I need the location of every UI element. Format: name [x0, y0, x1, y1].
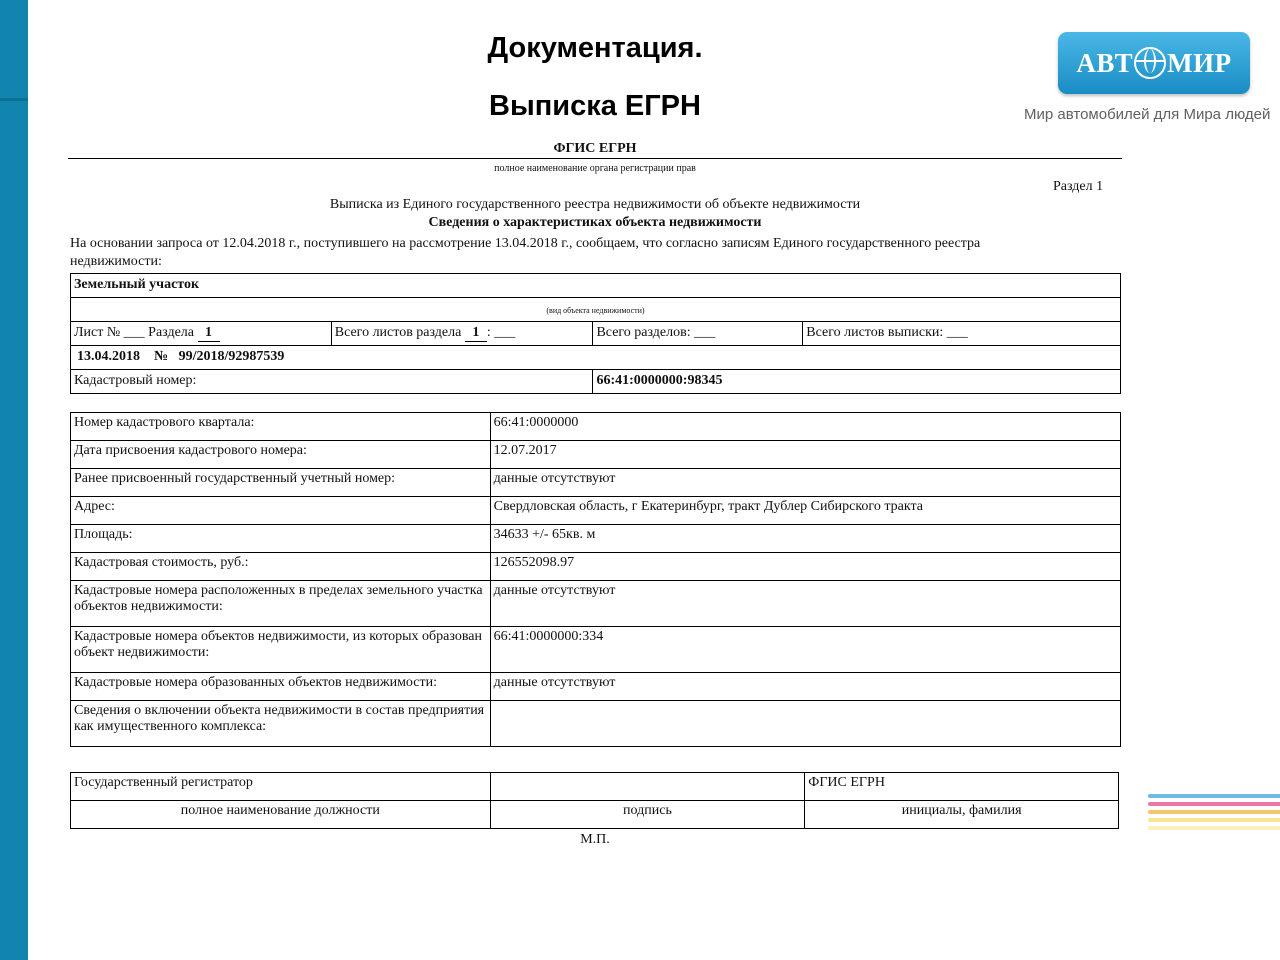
table-row — [71, 553, 1121, 581]
left-accent-bar — [0, 0, 28, 960]
row-label: Ранее присвоенный государственный учетный номер: — [71, 469, 491, 497]
row-value: данные отсутствуют — [490, 673, 1120, 701]
signature-caption: подпись — [490, 801, 805, 829]
row-value: 34633 +/- 65кв. м — [490, 525, 1120, 553]
decorative-stripes — [1148, 794, 1280, 856]
registrar-position: Государственный регистратор — [71, 773, 491, 801]
signature-table — [70, 772, 1119, 829]
row-label: Кадастровые номера образованных объектов недвижимости: — [71, 673, 491, 701]
table-row — [71, 413, 1121, 441]
logo-tagline: Мир автомобилей для Мира людей — [1024, 106, 1271, 123]
row-value: 66:41:0000000 — [490, 413, 1120, 441]
globe-icon — [1134, 47, 1166, 79]
row-label: Дата присвоения кадастрового номера: — [71, 441, 491, 469]
total-sheets-extract-cell: Всего листов выписки: ___ — [803, 322, 1121, 346]
total-sections-cell: Всего разделов: ___ — [593, 322, 803, 346]
table-row — [71, 525, 1121, 553]
basis-text-line2: недвижимости: — [70, 254, 162, 269]
slide-title: Документация. — [487, 32, 703, 64]
row-label: Кадастровая стоимость, руб.: — [71, 553, 491, 581]
basis-text-line1: На основании запроса от 12.04.2018 г., поступившего на рассмотрение 13.04.2018 г., сообщаем, что согласно записям Единого государственного реестра — [70, 236, 981, 251]
table-row — [71, 627, 1121, 673]
total-sheets-section-cell: Всего листов раздела 1 : ___ — [331, 322, 593, 346]
object-type: Земельный участок — [71, 274, 1121, 298]
object-type-caption: (вид объекта недвижимости) — [71, 298, 1121, 322]
section-label: Раздел 1 — [1053, 179, 1104, 194]
stamp-place: М.П. — [580, 832, 610, 847]
characteristics-table — [70, 412, 1121, 747]
name-caption: инициалы, фамилия — [805, 801, 1119, 829]
cadastral-number-value: 66:41:0000000:98345 — [593, 370, 1121, 394]
table-row — [71, 497, 1121, 525]
table-row — [71, 701, 1121, 747]
row-label: Адрес: — [71, 497, 491, 525]
row-label: Номер кадастрового квартала: — [71, 413, 491, 441]
position-caption: полное наименование должности — [71, 801, 491, 829]
object-header-table — [70, 273, 1121, 394]
extract-heading: Выписка из Единого государственного реестра недвижимости об объекте недвижимости — [329, 197, 861, 212]
table-row — [71, 441, 1121, 469]
row-value: Свердловская область, г Екатеринбург, тракт Дублер Сибирского тракта — [490, 497, 1120, 525]
slide-subtitle: Выписка ЕГРН — [489, 90, 701, 122]
table-row — [71, 581, 1121, 627]
agency-name: ФГИС ЕГРН — [553, 141, 637, 156]
registrar-signature — [490, 773, 805, 801]
row-value: 126552098.97 — [490, 553, 1120, 581]
agency-underline — [68, 158, 1122, 159]
row-value: данные отсутствуют — [490, 581, 1120, 627]
record-date-number: 13.04.2018 № 99/2018/92987539 — [71, 346, 1121, 370]
row-label: Кадастровые номера расположенных в пределах земельного участка объектов недвижимости: — [71, 581, 491, 627]
row-value: 12.07.2017 — [490, 441, 1120, 469]
row-value: данные отсутствуют — [490, 469, 1120, 497]
registrar-name: ФГИС ЕГРН — [805, 773, 1119, 801]
table-row — [71, 469, 1121, 497]
avtomir-logo — [1058, 32, 1250, 94]
table-row — [71, 673, 1121, 701]
extract-subheading: Сведения о характеристиках объекта недвижимости — [428, 215, 762, 230]
agency-caption: полное наименование органа регистрации прав — [494, 163, 696, 174]
row-value: 66:41:0000000:334 — [490, 627, 1120, 673]
row-label: Сведения о включении объекта недвижимости в состав предприятия как имущественного комплекса: — [71, 701, 491, 747]
row-label: Кадастровые номера объектов недвижимости, из которых образован объект недвижимости: — [71, 627, 491, 673]
logo-text-right: МИР — [1167, 48, 1232, 78]
logo-text-left: АВТ — [1076, 48, 1134, 78]
cadastral-number-label: Кадастровый номер: — [71, 370, 593, 394]
row-label: Площадь: — [71, 525, 491, 553]
row-value — [490, 701, 1120, 747]
sheet-number-cell: Лист № ___ Раздела 1 — [71, 322, 332, 346]
